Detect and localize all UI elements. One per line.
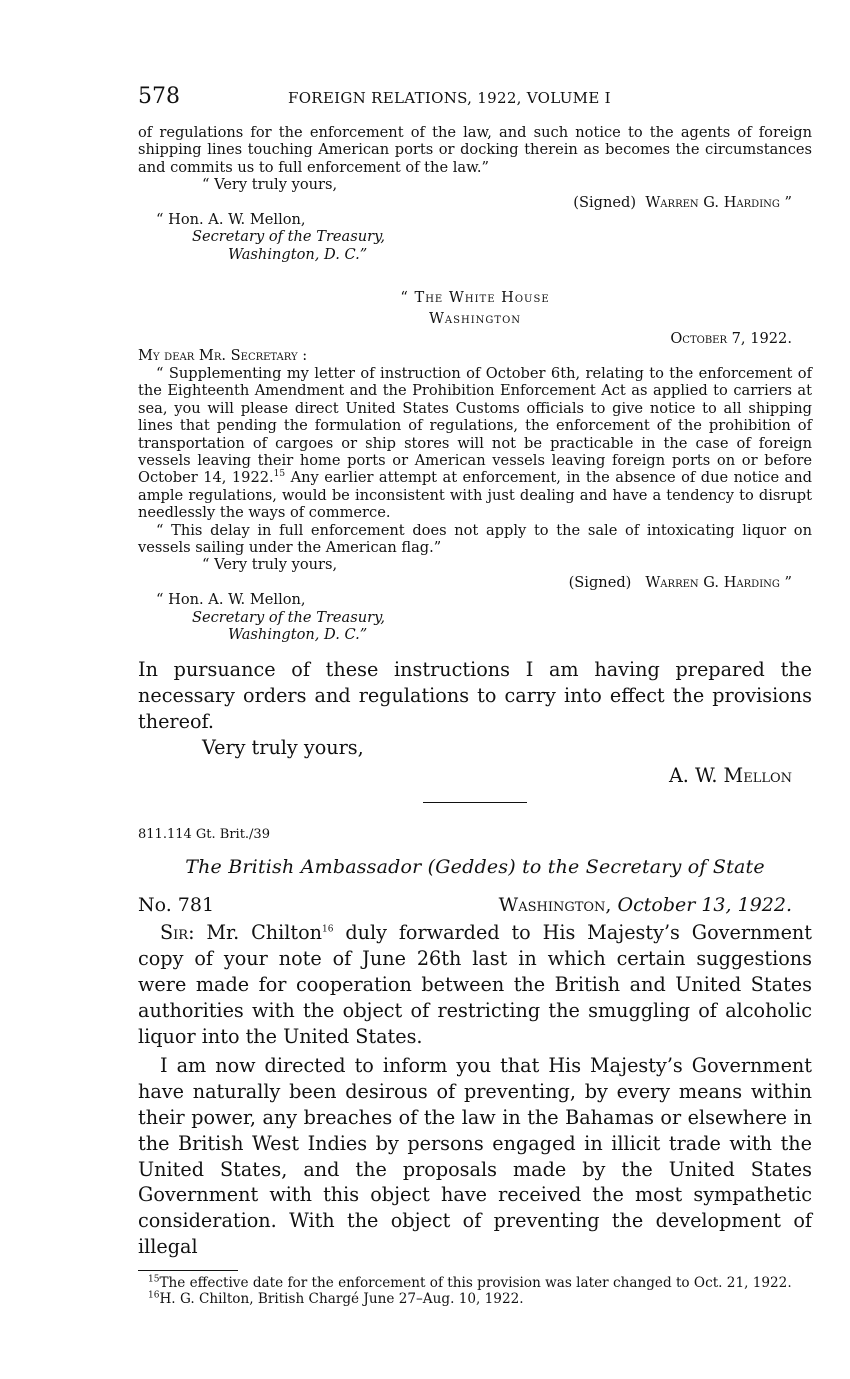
page-header [138,84,812,124]
letter2-addressee-title: Secretary of the Treasury, [192,608,386,626]
mellon-signer: A. W. Mellon [668,763,792,787]
letter1-signed: (Signed) [573,193,637,211]
document-number-line [138,894,812,916]
footnote-15: $^{15}$The effective date for the enforcement of this provision was later changed to Oct. 21, 1922. [148,1274,792,1291]
footnote-divider [138,1270,238,1271]
section-divider [423,802,527,803]
british-note-body [138,920,812,1259]
letter2-addressee-place: Washington, D. C.” [228,625,368,643]
letter2-date: October 7, 1922. [670,330,792,348]
document-place: Washington, [498,894,612,917]
letter1-addressee: “ Hon. A. W. Mellon, [156,211,306,229]
document-title: The British Ambassador (Geddes) to the Secretary of State [185,856,765,879]
document-date: October 13, 1922. [611,894,792,917]
document-number: No. 781 [138,894,215,917]
letter2-signature [138,574,812,591]
letter2-paragraph-1: “ Supplementing my letter of instruction of October 6th, relating to the enforcement of the Eighteenth Amendment and the Prohibition Enforcement Act as applied to carriers at sea, you will please direct United States Customs officials to give notice to all shipping lines that pending the formulation of regulations, the enforcement of the prohibition of transportation of cargoes or ship stores will not be practicable in the case of foreign vessels leaving their home ports or American vessels leaving foreign ports on or before October 14, 1922.15 Any earlier attempt at enforcement, in the absence of due notice and ample regulations, would be inconsistent with just dealing and have a tendency to disrupt needlessly the ways of commerce. [138,364,812,522]
note-salutation: Sir [160,921,189,945]
running-head: FOREIGN RELATIONS, 1922, VOLUME I [288,89,611,107]
footnotes [138,1275,812,1307]
letter2-closing: “ Very truly yours, [202,556,338,574]
letter2-paragraph-2: “ This delay in full enforcement does not apply to the sale of intoxicating liquor on vessels sailing under the American flag.” [138,521,812,556]
letter1-signature [138,194,812,211]
letter-oct6-end [138,124,812,263]
british-note-paragraph-1: Sir: Mr. Chilton$^{16}$ duly forwarded to His Majesty’s Government copy of your note of June 26th last in which certain suggestions were made for cooperation between the British and United States authorities with the object of restricting the smuggling of alcoholic liquor into the United States. [138,921,812,1048]
page-number: 578 [138,84,180,109]
letter2-addressee: “ Hon. A. W. Mellon, [156,591,306,609]
mellon-closing: Very truly yours, [202,735,364,759]
letter2-signer: Warren G. Harding [645,573,780,591]
mellon-body: In pursuance of these instructions I am having prepared the necessary orders and regulations to carry into effect the provisions thereof. [138,658,812,733]
letter2-signed: (Signed) [568,573,632,591]
footnote-ref-15: 15 [273,469,286,480]
letter1-signer-close: ” [779,193,792,211]
british-note-paragraph-2: I am now directed to inform you that His Majesty’s Government have naturally been desirous of preventing, by every means within their power, any breaches of the law in the Bahamas or elsewhere in the British West Indies by persons engaged in illicit trade with the United States, and the proposals made by the United States Government with this object have received the most sympathetic consideration. With the object of preventing the development of illegal [138,1054,812,1258]
file-number: 811.114 Gt. Brit./39 [138,827,270,843]
letter2-heading-washington: Washington [428,309,522,327]
letter1-body: of regulations for the enforcement of the law, and such notice to the agents of foreign shipping lines touching American ports or docking therein as becomes the circumstances and commits us to full enforcement of the law.” [138,124,812,176]
letter2-salutation: My dear Mr. Secretary : [138,347,308,365]
letter2-heading-white-house: “ The White House [400,289,550,307]
letter1-signer: Warren G. Harding [645,193,780,211]
letter2-signer-close: ” [779,573,792,591]
letter1-addressee-title: Secretary of the Treasury, [192,228,386,246]
footnote-16: $^{16}$H. G. Chilton, British Chargé June 27–Aug. 10, 1922. [148,1290,524,1307]
letter1-closing: “ Very truly yours, [202,176,338,194]
letter-oct7 [138,289,812,643]
mellon-letter-end [138,657,812,788]
footnote-ref-16: 16 [322,924,334,935]
document-dateline [499,894,792,916]
letter1-addressee-place: Washington, D. C.” [228,245,368,263]
page [138,84,812,1307]
